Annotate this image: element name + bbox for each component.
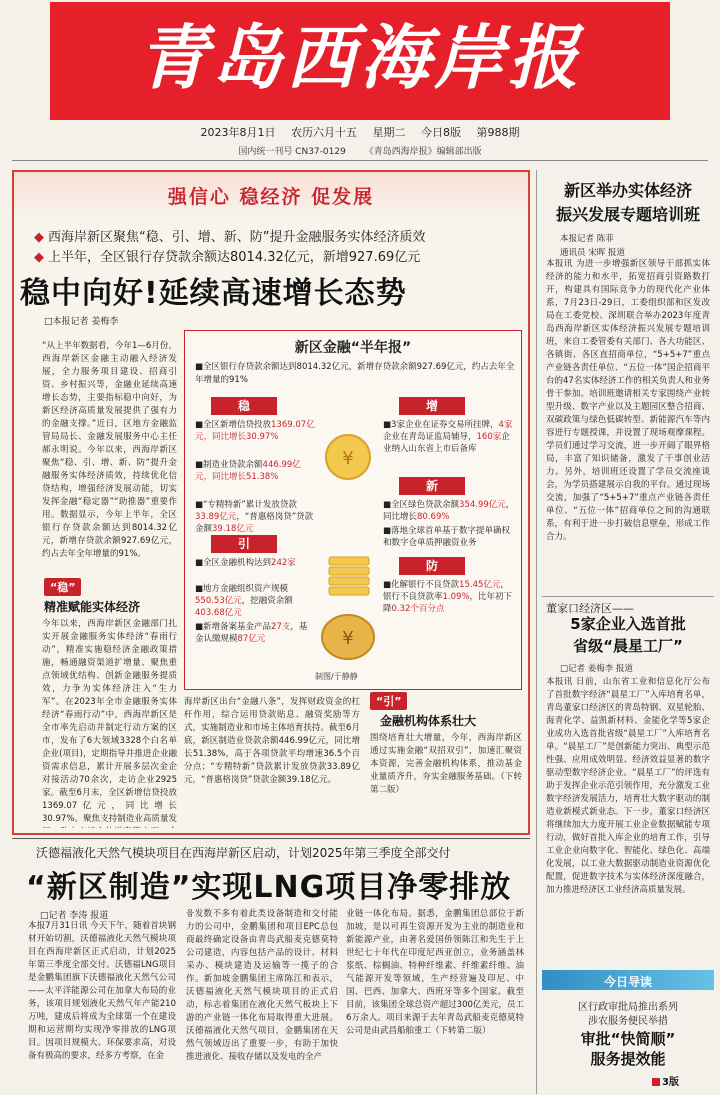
section-head-yin: 金融机构体系壮大 xyxy=(380,714,477,728)
today-page-ref[interactable]: 3版 xyxy=(652,1073,679,1088)
masthead xyxy=(0,0,720,160)
feature-body-col1: 本报7月31日讯 今天下午，随着首块钢材开始切割，沃德福液化天然气模块项目在西海岸新区正式启动，计划2025年第三季度全部交付。沃德福LNG项目是金鹏集团旗下沃德福液化天然气公司——太平洋能源公司在加拿大布局的业务，该项目规划液化天然气年产能210万吨，建成后将成为全球第一个在建设期和运营期均实现净零排放的LNG项目。因项目规模大、环保要求高，对设备有极高的要求，经多方考察，在金 xyxy=(28,921,176,1061)
section-head-wen: 精准赋能实体经济 xyxy=(44,600,141,614)
right-headline2-line1: 5家企业入选首批 xyxy=(570,615,686,633)
lead-deck-2: ◆ 上半年，全区银行存贷款余额达8014.32亿元，新增927.69亿元 xyxy=(34,250,421,265)
feature-byline: □记者 李涛 报道 xyxy=(40,911,109,921)
today-guide[interactable] xyxy=(542,970,714,1094)
right-byline-3: □记者 姜梅李 报道 xyxy=(560,664,633,674)
square-icon xyxy=(652,1078,660,1086)
stat-green-loans: ■全区绿色贷款余额354.99亿元，同比增长80.69% xyxy=(383,500,515,522)
right-headline2-line2: 省级“晨星工厂” xyxy=(573,637,683,655)
stat-local-finance: ■地方金融组织资产规模550.53亿元，挖融资余额403.68亿元 xyxy=(195,584,293,618)
right-body-1: 本报讯 为进一步增强新区领导干部抓实体经济的能力和水平，拓宽招商引资路数打开，构建具有国际竞争力的现代化产业体系，7月23日-29日，工委组织部和区发改局在工委党校、深圳联合举办2023年度青岛西海岸新区实体经济振兴发展专题培训班，来自工委管委有关部门、各大功能区、各镇街、各区直招商单位，“5+5+7”重点产业链各责任单位、“五位一体”国企招商平台的47名实体经济工作的相关负责人和业务骨干参加。培训班邀请相关专家围绕产业转型升级、数字产业以及主题园区整合招商、双碳政策与绿色低碳转型、新能源汽车等内容进行专题授课，并设置了现场观摩课程。学员们通过学习交流，进一步开阔了眼界格局，丰富了知识储备，激发了干事创业活力。另外，培训班还设置了学员交流座谈会，为学员搭建展示自我的平台。通过现场交流，加强了“5+5+7”重点产业链各责任单位、“五位一体”招商单位之间的沟通联系，有利于进一步打破信息壁垒，形成工作合力。 xyxy=(546,259,710,542)
feature-kicker: 沃德福液化天然气模块项目在西海岸新区启动，计划2025年第三季度全部交付 xyxy=(36,846,451,860)
lead-kicker: 强信心 稳经济 促发展 xyxy=(167,186,375,208)
infographic-intro: ■全区银行存贷款余额达到8014.32亿元，新增存贷款余额927.69亿元，约占去年全年增量的91% xyxy=(195,362,515,385)
stat-institutions: ■全区金融机构达到242家 xyxy=(195,558,296,568)
pill-fang: 防 xyxy=(399,557,465,575)
today-kicker-2: 涉农服务便民举措 xyxy=(588,1016,668,1027)
stat-listings: ■3家企业在证券交易所挂牌，4家企业在青岛证监局辅导，160家企业纳入山东省上市后备库 xyxy=(383,420,513,454)
stat-specialized-loans: ■“专精特新”累计发放贷款33.89亿元，“普惠格岗贷”贷款金额39.18亿元 xyxy=(195,500,314,534)
pill-wen: 稳 xyxy=(211,397,277,415)
publisher: 《青岛西海岸报》编辑部出版 xyxy=(364,147,482,157)
svg-text:¥: ¥ xyxy=(342,628,354,649)
coin-stack-illustration xyxy=(317,417,379,667)
right-kicker: 董家口经济区—— xyxy=(546,602,634,615)
infographic-title: 新区金融“半年报” xyxy=(294,340,412,356)
infographic-credit: 制图/于静静 xyxy=(315,672,358,681)
pill-yin: 引 xyxy=(211,535,277,553)
cn-number: 国内统一刊号 CN37-0129 xyxy=(238,147,346,157)
stat-digital-bill: ■落地全球首单基于数字提单确权和数字仓单质押融资业务 xyxy=(383,526,511,548)
right-divider xyxy=(542,596,714,597)
weekday: 星期二 xyxy=(372,126,406,139)
pill-xin: 新 xyxy=(399,477,465,495)
right-headline-line2: 振兴发展专题培训班 xyxy=(555,205,700,224)
today-kicker-1: 区行政审批局推出系列 xyxy=(578,1002,678,1013)
newspaper-title: 青岛西海岸报 xyxy=(138,16,582,99)
issue-number: 第988期 xyxy=(476,126,520,139)
today-headline-2: 服务提效能 xyxy=(590,1050,666,1068)
svg-text:¥: ¥ xyxy=(342,448,354,469)
diamond-icon: ◆ xyxy=(34,230,44,245)
lead-body-col2: 海岸新区出台“金融八条”，发挥财政资金的杠杆作用，综合运用贷款贴息、融资奖励等方式，实施制造业和市场主体培育扶持。截至6月底，新区制造业贷款余额446.99亿元，同比增长51.38%，高于各项贷款平均增速36.5个百分点；“专精特新”贷款累计发放贷款33.89亿元，“普惠格岗贷”贷款金额39.18亿元。 xyxy=(184,697,360,785)
diamond-icon: ◆ xyxy=(34,250,44,265)
right-body-2: 本报讯 日前，山东省工业和信息化厅公布了首批数字经济“晨星工厂”入库培育名单，青岛董家口经济区的青岛特钢、双星轮胎、海青化学、益凯新材料、金能化学等5家企业成功入选首批省级“晨星工厂”入库培育名单。“晨星工厂”是创新能力突出、典型示范性强、应用成效明显、经济效益显著的数字驱动型数字经济企业。“晨星工厂”的评选有助于发挥企业示范引领作用，充分激发工业数字经济发展活力，培育壮大数字驱动的制造业新模式新业态。下一步，董家口经济区将继续加大力度开展工业企业数据赋能专项行动，做好首批入库企业的培育工作，引导工业企业向数字化、智能化、绿色化、高端化发展，以工业大数据驱动制造业资源优化配置，促进数字技术与实体经济深度融合，加力推进经济区工业经济高质量发展。 xyxy=(546,677,710,895)
lead-story xyxy=(12,170,530,835)
dateline xyxy=(0,124,720,140)
page-count: 今日8版 xyxy=(421,126,461,139)
lead-body-col1a: “从上半年数据看，今年1—6月份，西海岸新区金融主动融入经济发展，全力服务项目建设、招商引资、乡村振兴等，金融业延续高速增长态势，主要指标稳中向好，为新区经济高质量发展提供了强有力的金融支撑。”近日，区地方金融监管局局长、金融发展服务中心主任郝永明说。今年以来，西海岸新区聚焦“稳、引、增、新、防”提升金融服务实体经济质效，持续优化信贷结构，增强经济发展动能，切实发挥金融“稳定器”“助推器”重要作用。数据显示，今年上半年，全区银行存贷款余额达到8014.32亿元，新增存贷款余额927.69亿元，约占去年全年增量的91%。 xyxy=(42,341,177,559)
stat-nonperforming: ■化解银行不良贷款15.45亿元，银行不良贷款率1.09%，比年初下降0.32个百分点 xyxy=(383,580,513,614)
section-divider xyxy=(12,838,530,839)
masthead-divider xyxy=(12,160,708,161)
lead-body-col1b: 今年以来，西海岸新区金融部门扎实开展金融服务实体经济“春雨行动”，精准实施稳经济金融政策措施，畅通融资渠道扩增量、聚焦重点领域优结构、创新金融服务提质效，力争为实体经济注入“生力军”。在2023年全市金融服务实体经济“春雨行动”中，西海岸新区是全市率先启动并制定行动方案的区市，发布了6大领域3328个白名单企业(项目)，定期指导并推进企业融资需求信息，累计开展多层次金企对接活动70余次，走访企业2925家。截至6月末，全区新增信贷投放1369.07亿元，同比增长30.97%。聚焦支持制造业高质量发 xyxy=(42,619,177,824)
stat-credit: ■全区新增信贷投放1369.07亿元，同比增长30.97% xyxy=(195,420,315,442)
issue-date: 2023年8月1日 xyxy=(200,126,276,139)
section-tag-wen: “稳” xyxy=(44,578,81,596)
lead-headline: 稳中向好!延续高速增长态势 xyxy=(20,276,407,311)
feature-headline: “新区制造”实现LNG项目净零排放 xyxy=(26,870,512,905)
lead-body-col3: 围绕培育壮大增量，今年，西海岸新区通过实施金融“双招双引”，加速汇聚资本资源，完善金融机构体系，推动基金业量质齐升，夯实金融服务基础。（下转第二版） xyxy=(370,733,522,795)
feature-body-col2: 융发数不多有着此类设备制造和交付能力的公司中，金鹏集团和项目EPC总包商最终确定设备由青岛武船麦克德莫特公司建造，内容包括产品的设计、材料采办、模块建造及运输等一揽子的合作。新加坡金鹏集团主席陈江和表示，沃德福液化天然气模块项目的正式启动，标志着集团在液化天然气板块上下游的产业链一体化布局取得重大进展。沃德福液化天然气项目，金鹏集团在天然气领域迈出了重要一步，有助于加快推进液化、接收存储以及发电的全产 xyxy=(186,909,338,1062)
today-guide-label: 今日导读 xyxy=(603,975,652,989)
right-byline-1: 本报记者 陈菲 xyxy=(560,234,614,244)
right-headline-line1: 新区举办实体经济 xyxy=(563,181,692,200)
finance-infographic xyxy=(184,330,522,690)
lead-byline: □本报记者 姜梅李 xyxy=(44,317,119,327)
column-divider xyxy=(536,170,537,1094)
feature-body-col3: 业链一体化布局。据悉，金鹏集团总部位于新加坡，是以可再生资源开发为主业的制造业和新能源产业，由著名爱国侨领陈江和先生于上世纪七十年代在印度尼西亚创立，业务涵盖林浆纸、棕榈油、特种纤维素、纤维素纤维、油气能源开发等领域，生产经营遍及印尼、中国、巴西、加拿大、西班牙等多个国家。截至目前，该集团全球总资产超过300亿美元，员工6万余人。项目来源于去年青岛武船麦克德莫特公司是由武昌船舶重工（下转第二版） xyxy=(346,909,524,1036)
lead-deck-1: ◆ 西海岸新区聚焦“稳、引、增、新、防”提升金融服务实体经济质效 xyxy=(34,230,426,245)
stat-manufacturing-loans: ■制造业贷款余额446.99亿元，同比增长51.38% xyxy=(195,460,301,482)
publication-info xyxy=(0,144,720,157)
today-headline-1: 审批“快简顺” xyxy=(580,1030,676,1048)
section-tag-yin: “引” xyxy=(370,692,407,710)
stat-funds: ■新增备案基金产品27支，基金认缴规模87亿元 xyxy=(195,622,308,644)
right-byline-2: 通讯员 宋晖 报道 xyxy=(560,248,625,258)
pill-zeng: 增 xyxy=(399,397,465,415)
lunar-date: 农历六月十五 xyxy=(291,126,357,139)
